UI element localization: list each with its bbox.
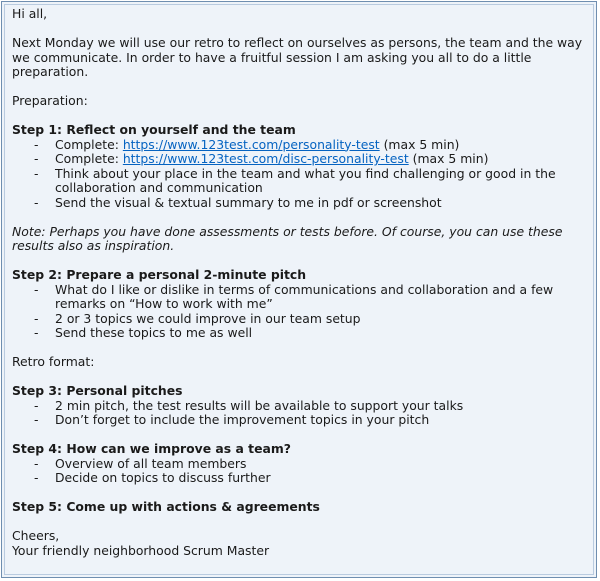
list-item — [12, 167, 592, 196]
step5-title: Step 5: Come up with actions & agreements — [12, 499, 320, 514]
list-item — [12, 471, 592, 486]
item-text: Think about your place in the team and what you find challenging or good in the collaboration and communication — [55, 165, 556, 195]
item-text: Send these topics to me as well — [55, 325, 253, 340]
item-prefix: Complete: — [55, 151, 123, 166]
list-item — [12, 196, 592, 211]
email-body — [12, 7, 592, 558]
step2-list — [12, 283, 592, 341]
step2-title: Step 2: Prepare a personal 2-minute pitch — [12, 267, 307, 282]
item-text: What do I like or dislike in terms of communications and collaboration and a few remarks on “How to work with me” — [55, 281, 554, 311]
dash-marker: - — [34, 194, 39, 210]
step4-title: Step 4: How can we improve as a team? — [12, 441, 291, 456]
retro-format-label: Retro format: — [12, 354, 95, 369]
list-item — [12, 326, 592, 341]
step3-title: Step 3: Personal pitches — [12, 383, 183, 398]
note-paragraph: Note: Perhaps you have done assessments or tests before. Of course, you can use these results also as inspiration. — [12, 223, 563, 253]
dash-marker: - — [34, 397, 39, 413]
item-suffix: (max 5 min) — [408, 151, 489, 166]
item-text: Send the visual & textual summary to me in pdf or screenshot — [55, 194, 442, 210]
dash-marker: - — [34, 151, 39, 166]
item-text: Don’t forget to include the improvement topics in your pitch — [55, 412, 430, 427]
list-item — [12, 457, 592, 472]
item-prefix: Complete: — [55, 136, 123, 152]
dash-marker: - — [34, 310, 39, 326]
signoff: Cheers, — [12, 528, 60, 543]
list-item — [12, 152, 592, 167]
intro-paragraph: Next Monday we will use our retro to reflect on ourselves as persons, the team and the way we communicate. In order to have a fruitful session I am asking you all to do a little preparation. — [12, 35, 583, 79]
preparation-label: Preparation: — [12, 93, 88, 108]
item-text: Overview of all team members — [55, 455, 247, 471]
item-text: 2 or 3 topics we could improve in our team setup — [55, 310, 361, 326]
greeting: Hi all, — [12, 6, 48, 21]
dash-marker: - — [34, 281, 39, 297]
dash-marker: - — [34, 412, 39, 427]
item-text: 2 min pitch, the test results will be available to support your talks — [55, 397, 464, 413]
step3-list — [12, 399, 592, 428]
personality-test-link[interactable]: https://www.123test.com/personality-test — [122, 136, 380, 152]
list-item — [12, 138, 592, 153]
disc-personality-test-link[interactable]: https://www.123test.com/disc-personality-test — [122, 151, 409, 166]
dash-marker: - — [34, 455, 39, 471]
dash-marker: - — [34, 325, 39, 340]
list-item — [12, 413, 592, 428]
list-item — [12, 399, 592, 414]
dash-marker: - — [34, 470, 39, 485]
step1-title: Step 1: Reflect on yourself and the team — [12, 122, 296, 137]
item-text: Decide on topics to discuss further — [55, 470, 271, 485]
list-item — [12, 312, 592, 327]
dash-marker: - — [34, 165, 39, 181]
email-frame — [1, 1, 597, 578]
list-item — [12, 283, 592, 312]
signature: Your friendly neighborhood Scrum Master — [12, 542, 270, 558]
step1-list — [12, 138, 592, 211]
item-suffix: (max 5 min) — [379, 136, 460, 152]
step4-list — [12, 457, 592, 486]
dash-marker: - — [34, 136, 39, 152]
